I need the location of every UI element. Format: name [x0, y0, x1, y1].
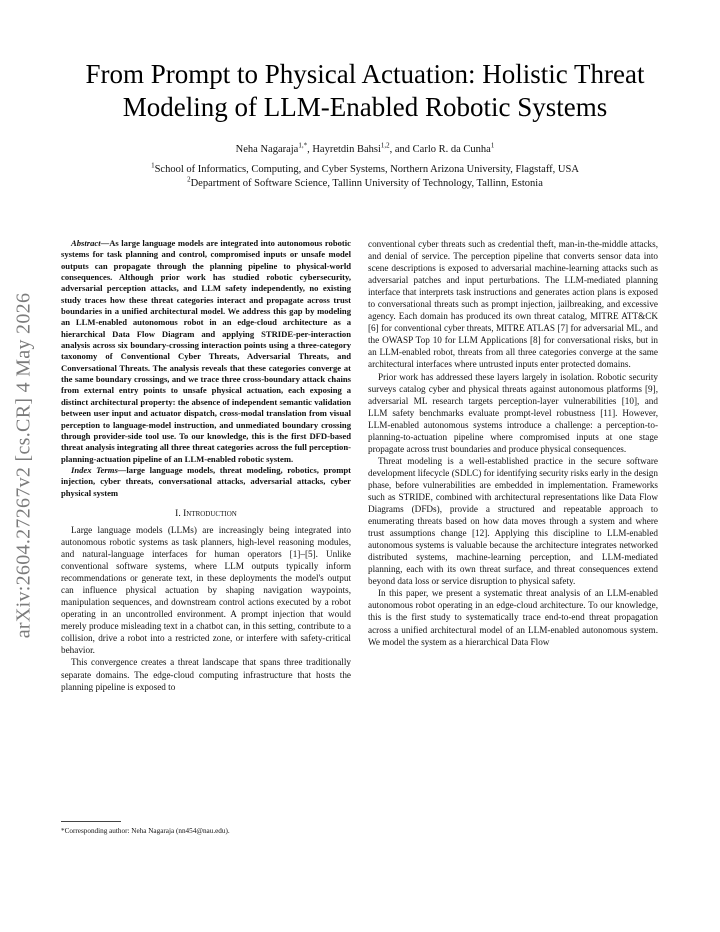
affiliation-number: 2	[187, 175, 191, 184]
paper-title: From Prompt to Physical Actuation: Holistic Threat Modeling of LLM-Enabled Robotic Systems	[85, 59, 645, 122]
index-terms	[61, 465, 351, 499]
footnote-divider	[61, 821, 121, 822]
author-separator: , and	[389, 144, 413, 155]
right-column	[368, 238, 658, 648]
abstract-text: As large language models are integrated into autonomous robotic systems for task planning and control, compromised inputs or unsafe model outputs can propagate through the planning pipeline to physical-world consequences. Although prior work has studied robotic cybersecurity, adversarial perception attacks, and LLM safety independently, no existing study traces how these threat categories interact and propagate across trust boundaries in a unified architectural model. We address this gap by modeling an LLM-enabled autonomous robot in an edge-cloud architecture as a hierarchical Data Flow Diagram and applying STRIDE-per-interaction analysis across six boundary-crossing interaction points using a three-category taxonomy of Conventional Cyber Threats, Adversarial Threats, and Conversational Threats. The analysis reveals that these categories converge at the same boundary crossings, and we trace three cross-boundary attack chains from external entry points to unsafe physical actuation, each exposing a distinct architectural property: the absence of independent semantic validation between user input and actuator dispatch, cross-modal translation from visual perception to language-model instruction, and unmediated boundary crossing through provider-side tool use. To our knowledge, this is the first DFD-based threat analysis integrating all three threat categories across the full perception-planning-actuation pipeline of an LLM-enabled robotic system.	[61, 238, 351, 464]
author-name: Neha Nagaraja	[235, 144, 299, 155]
author-affiliation-marker: 1,2	[380, 141, 390, 150]
affiliations	[60, 163, 670, 191]
body-paragraph: Prior work has addressed these layers largely in isolation. Robotic security surveys catalog cyber and physical threats against autonomous platforms [9], adversarial ML research targets perception-layer vulnerabilities [10], and LLM safety benchmarks evaluate prompt-level robustness [11]. However, LLM-enabled autonomous systems introduce a challenge: a perception-to-planning-to-actuation pipeline where compromised inputs at one stage propagate across trust boundaries and produce physical consequences.	[368, 371, 658, 454]
author-list	[60, 143, 670, 157]
arxiv-sidebar	[4, 250, 44, 680]
author-affiliation-marker: 1,*	[298, 141, 308, 150]
index-terms-text: large language models, threat modeling, robotics, prompt injection, cyber threats, conversational attacks, adversarial attacks, cyber physical system	[61, 464, 352, 498]
affiliation-line	[60, 163, 670, 177]
abstract	[61, 238, 351, 465]
index-terms-label: Index Terms—	[71, 464, 127, 475]
body-paragraph: Threat modeling is a well-established practice in the secure software development lifecycle (SDLC) for identifying security risks early in the design phase, before vulnerabilities are embedded in implementation. Frameworks such as STRIDE, combined with architectural representations like Data Flow Diagrams (DFDs), provide a structured and repeatable approach to enumerating threats based on how data moves through a system and where trust assumptions change [12]. Applying this discipline to LLM-enabled autonomous systems is valuable because the architecture integrates networked distributed systems, machine-learning perception, and LLM-mediated planning, each with its own threat surface, and threat consequences extend beyond data loss or service disruption to physical safety.	[368, 455, 658, 587]
left-column	[61, 238, 351, 693]
body-paragraph: This convergence creates a threat landscape that spans three traditionally separate domains. The edge-cloud computing infrastructure that hosts the planning pipeline is exposed to	[61, 657, 351, 692]
author-name: Carlo R. da Cunha	[412, 144, 491, 155]
affiliation-text: Department of Software Science, Tallinn University of Technology, Tallinn, Estonia	[190, 178, 543, 189]
affiliation-text: School of Informatics, Computing, and Cyber Systems, Northern Arizona University, Flagstaff, USA	[154, 164, 579, 175]
author-affiliation-marker: 1	[490, 141, 495, 150]
affiliation-line	[60, 177, 670, 191]
abstract-label: Abstract—	[71, 238, 110, 248]
section-heading-introduction: I. Introduction	[175, 508, 237, 519]
affiliation-number: 1	[151, 161, 155, 170]
arxiv-identifier: arXiv:2604.27267v2 [cs.CR] 4 May 2026	[12, 292, 35, 638]
author-name: Hayretdin Bahsi	[312, 144, 381, 155]
body-paragraph: conventional cyber threats such as credential theft, man-in-the-middle attacks, and denial of service. The perception pipeline that converts sensor data into scene descriptions is exposed to adversarial machine-learning attacks such as adversarial patches and input perturbations. The LLM-mediated planning interface that interprets task instructions and generates action plans is exposed to conversational threats such as prompt injection, jailbreaking, and excessive agency. Each domain has produced its own threat catalog, MITRE ATT&CK [6] for conventional cyber threats, MITRE ATLAS [7] for adversarial ML, and the OWASP Top 10 for LLM Applications [8] for conversational risks, but in an LLM-enabled robot, threats from all three categories converge at the same architectural interfaces where untrusted inputs enter protected domains.	[368, 239, 658, 370]
body-paragraph: Large language models (LLMs) are increasingly being integrated into autonomous robotic systems as task planners, high-level reasoning modules, and natural-language interfaces for human operators [1]–[5]. Unlike conventional software systems, where LLM outputs typically inform recommendations or generate text, in these deployments the model's output can influence physical actuation by shaping navigation waypoints, manipulation sequences, and downstream control actions executed by a robot operating in an uncontrolled environment. A prompt injection that would merely produce misleading text in a chatbot can, in this setting, contribute to a collision, drive a robot into a restricted zone, or interfere with safety-critical behavior.	[61, 524, 351, 656]
corresponding-author-footnote: *Corresponding author: Neha Nagaraja (nn454@nau.edu).	[61, 827, 230, 835]
body-paragraph: In this paper, we present a systematic threat analysis of an LLM-enabled autonomous robot operating in an edge-cloud architecture. To our knowledge, this is the first study to systematically trace end-to-end threat propagation across a unified architectural model of an LLM-enabled autonomous system. We model the system as a hierarchical Data Flow	[368, 588, 658, 647]
author-separator: ,	[307, 144, 313, 155]
